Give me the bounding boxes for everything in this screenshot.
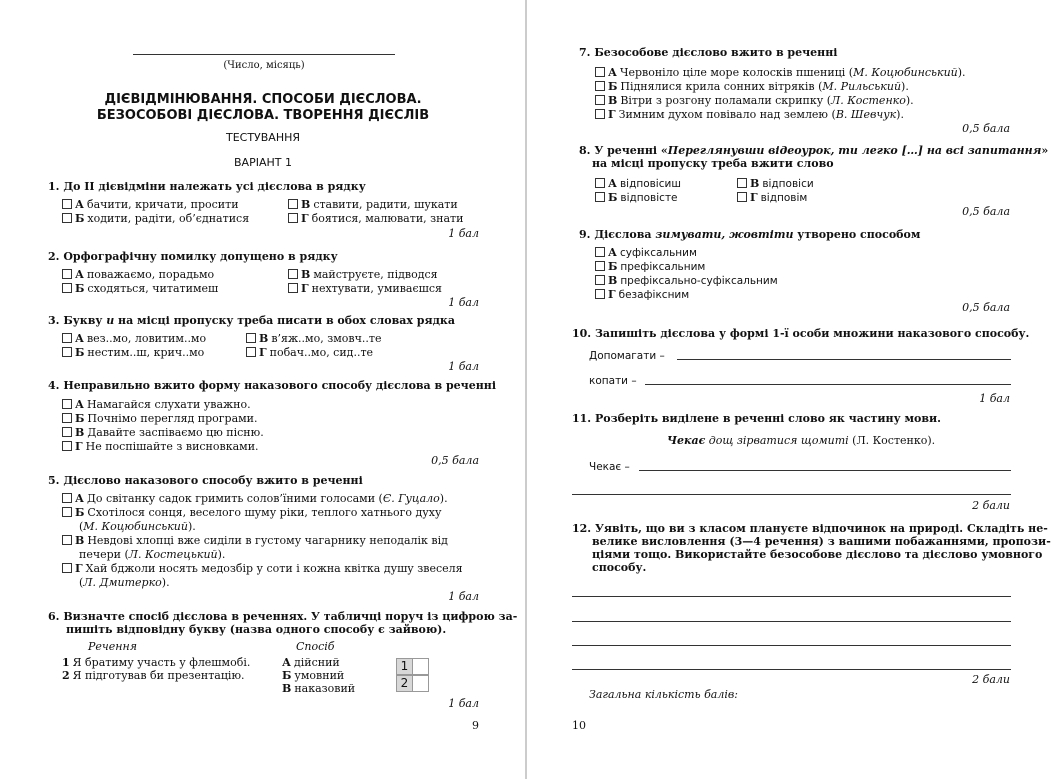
- answer-cell-label-1: 1: [396, 658, 413, 675]
- checkbox[interactable]: [246, 347, 256, 357]
- answer-cell-1[interactable]: [412, 658, 429, 675]
- points-11: 2 бали: [972, 499, 1010, 512]
- mood-b: Б умовний: [282, 669, 345, 682]
- total-score-label: Загальна кількість балів:: [589, 688, 738, 701]
- title-line-1: ДІЄВІДМІНЮВАННЯ. СПОСОБИ ДІЄСЛОВА.: [104, 92, 422, 107]
- checkbox[interactable]: [595, 81, 605, 91]
- checkbox[interactable]: [62, 535, 72, 545]
- question-10: 10. Запишіть дієслова у формі 1-ї особи множини наказового способу.: [572, 327, 1030, 340]
- option-8g[interactable]: Г відповім: [737, 191, 807, 205]
- col-header-sentence: Речення: [88, 640, 138, 653]
- points-12: 2 бали: [972, 673, 1010, 686]
- option-7v[interactable]: В Вітри з розгону поламали скрипку (Л. Костенко).: [595, 94, 914, 107]
- option-5a[interactable]: А До світанку садок гримить солов’їними голосами (Є. Гуцало).: [62, 492, 448, 505]
- checkbox[interactable]: [288, 213, 298, 223]
- option-4a[interactable]: А Намагайся слухати уважно.: [62, 398, 251, 411]
- checkbox[interactable]: [595, 178, 605, 188]
- option-3b[interactable]: Б нестим..ш, крич..мо: [62, 346, 204, 359]
- checkbox[interactable]: [62, 507, 72, 517]
- answer-line-11b[interactable]: [572, 494, 1011, 495]
- points-8: 0,5 бала: [962, 205, 1010, 218]
- option-3g[interactable]: Г побач..мо, сид..те: [246, 346, 373, 359]
- title-line-2: БЕЗОСОБОВІ ДІЄСЛОВА. ТВОРЕННЯ ДІЄСЛІВ: [96, 108, 430, 123]
- answer-cell-2[interactable]: [412, 675, 429, 692]
- question-4: 4. Неправильно вжито форму наказового способу дієслова в реченні: [48, 379, 496, 392]
- option-7b[interactable]: Б Піднялися крила сонних вітряків (М. Рильський).: [595, 80, 909, 93]
- checkbox[interactable]: [246, 333, 256, 343]
- checkbox[interactable]: [62, 399, 72, 409]
- date-caption: (Число, місяць): [223, 60, 305, 71]
- points-5: 1 бал: [448, 590, 479, 603]
- checkbox[interactable]: [62, 333, 72, 343]
- answer-line-10a[interactable]: [677, 359, 1011, 360]
- variant: ВАРІАНТ 1: [234, 156, 292, 169]
- option-2a[interactable]: А поважаємо, порадьмо: [62, 268, 214, 281]
- option-4g[interactable]: Г Не поспішайте з висновками.: [62, 440, 259, 453]
- page-number: 9: [472, 719, 479, 732]
- option-3v[interactable]: В в’яж..мо, змовч..те: [246, 332, 381, 345]
- answer-line-12b[interactable]: [572, 621, 1011, 622]
- checkbox[interactable]: [62, 199, 72, 209]
- option-9b[interactable]: Б префіксальним: [595, 260, 705, 274]
- question-5: 5. Дієслово наказового способу вжито в реченні: [48, 474, 363, 487]
- points-7: 0,5 бала: [962, 122, 1010, 135]
- page-title: [48, 92, 478, 124]
- verb-label-1: Допомагати –: [589, 350, 665, 362]
- left-page: [0, 0, 525, 779]
- checkbox[interactable]: [595, 109, 605, 119]
- option-8v[interactable]: В відповіси: [737, 177, 814, 191]
- option-2v[interactable]: В майструєте, підводся: [288, 268, 438, 281]
- question-11: 11. Розберіть виділене в реченні слово як частину мови.: [572, 412, 941, 425]
- answer-line-12c[interactable]: [572, 645, 1011, 646]
- date-line[interactable]: [133, 54, 395, 55]
- option-1b[interactable]: Б ходити, радіти, об’єднатися: [62, 212, 249, 225]
- answer-line-11a[interactable]: [639, 470, 1011, 471]
- points-9: 0,5 бала: [962, 301, 1010, 314]
- option-5v[interactable]: В Невдові хлопці вже сиділи в густому чагарнику неподалік від: [62, 534, 448, 547]
- option-1g[interactable]: Г боятися, малювати, знати: [288, 212, 463, 225]
- verb-label-2: копати –: [589, 375, 637, 387]
- option-4v[interactable]: В Давайте заспіваємо цю пісню.: [62, 426, 264, 439]
- checkbox[interactable]: [595, 275, 605, 285]
- option-1a[interactable]: А бачити, кричати, просити: [62, 198, 239, 211]
- points-3: 1 бал: [448, 360, 479, 373]
- question-2: 2. Орфографічну помилку допущено в рядку: [48, 250, 338, 263]
- question-9: 9. Дієслова зимувати, жовтіти утворено способом: [579, 228, 921, 241]
- checkbox[interactable]: [62, 347, 72, 357]
- question-3: 3. Букву и на місці пропуску треба писати в обох словах рядка: [48, 314, 455, 327]
- checkbox[interactable]: [595, 247, 605, 257]
- option-9v[interactable]: В префіксально-суфіксальним: [595, 274, 778, 288]
- checkbox[interactable]: [62, 413, 72, 423]
- checkbox[interactable]: [62, 493, 72, 503]
- points-4: 0,5 бала: [431, 454, 479, 467]
- checkbox[interactable]: [62, 283, 72, 293]
- checkbox[interactable]: [595, 67, 605, 77]
- option-5b-cont: (М. Коцюбинський).: [79, 520, 196, 533]
- points-2: 1 бал: [448, 296, 479, 309]
- right-page: [527, 0, 1052, 779]
- checkbox[interactable]: [595, 95, 605, 105]
- question-12: 12. Уявіть, що ви з класом плануєте відпочинок на природі. Складіть не- велике висловлення (3—4 речення) з вашими побажаннями, пропози- ціями тощо. Використайте безособове дієслово та дієслово умовного способу.: [572, 522, 1051, 574]
- question-1: 1. До ІІ дієвідміни належать усі дієслова в рядку: [48, 180, 366, 193]
- option-7g[interactable]: Г Зимним духом повівало над землею (В. Шевчук).: [595, 108, 904, 121]
- checkbox[interactable]: [595, 261, 605, 271]
- question-7: 7. Безособове дієслово вжито в реченні: [579, 46, 838, 59]
- checkbox[interactable]: [288, 199, 298, 209]
- option-4b[interactable]: Б Почнімо перегляд програми.: [62, 412, 258, 425]
- answer-line-12d[interactable]: [572, 669, 1011, 670]
- mood-a: А дійсний: [282, 656, 340, 669]
- answer-line-10b[interactable]: [645, 384, 1011, 385]
- checkbox[interactable]: [62, 563, 72, 573]
- checkbox[interactable]: [737, 192, 747, 202]
- points-6: 1 бал: [448, 697, 479, 710]
- mood-v: В наказовий: [282, 682, 356, 695]
- sentence-1: 1 Я братиму участь у флешмобі.: [62, 656, 251, 669]
- answer-cell-label-2: 2: [396, 675, 413, 692]
- option-9g[interactable]: Г безафіксним: [595, 288, 689, 302]
- example-sentence: Чекає дощ зірватися щомиті (Л. Костенко).: [667, 434, 936, 447]
- points-1: 1 бал: [448, 227, 479, 240]
- subtitle: ТЕСТУВАННЯ: [225, 131, 301, 144]
- question-6: 6. Визначте спосіб дієслова в реченнях. У табличці поруч із цифрою за- пишіть відповідну букву (назва одного способу є зайвою).: [48, 610, 518, 636]
- option-5g[interactable]: Г Хай бджоли носять медозбір у соти і кожна квітка душу звеселя: [62, 562, 463, 575]
- option-1v[interactable]: В ставити, радити, шукати: [288, 198, 458, 211]
- checkbox[interactable]: [595, 192, 605, 202]
- question-8: 8. У реченні «Переглянувши відеоурок, ти легко […] на всі запитання» на місці пропуску треба вжити слово: [579, 144, 1049, 170]
- answer-line-12a[interactable]: [572, 596, 1011, 597]
- option-5b[interactable]: Б Схотілося сонця, веселого шуму ріки, теплого хатнього духу: [62, 506, 441, 519]
- col-header-mood: Спосіб: [296, 640, 335, 653]
- page-number: 10: [572, 719, 586, 732]
- checkbox[interactable]: [62, 427, 72, 437]
- option-5g-cont: (Л. Дмитерко).: [79, 576, 170, 589]
- sentence-2: 2 Я підготував би презентацію.: [62, 669, 245, 682]
- option-8a[interactable]: А відповісиш: [595, 177, 681, 191]
- option-5v-cont: печери (Л. Костецький).: [79, 548, 226, 561]
- checkbox[interactable]: [62, 441, 72, 451]
- checkbox[interactable]: [288, 283, 298, 293]
- option-7a[interactable]: А Червоніло ціле море колосків пшениці (М. Коцюбинський).: [595, 66, 966, 79]
- checkbox[interactable]: [62, 269, 72, 279]
- option-3a[interactable]: А вез..мо, ловитим..мо: [62, 332, 206, 345]
- checkbox[interactable]: [737, 178, 747, 188]
- parse-label: Чекає –: [589, 461, 630, 473]
- option-8b[interactable]: Б відповісте: [595, 191, 678, 205]
- option-9a[interactable]: А суфіксальним: [595, 246, 697, 260]
- points-10: 1 бал: [979, 392, 1010, 405]
- checkbox[interactable]: [595, 289, 605, 299]
- option-2g[interactable]: Г нехтувати, умиваєшся: [288, 282, 442, 295]
- checkbox[interactable]: [288, 269, 298, 279]
- checkbox[interactable]: [62, 213, 72, 223]
- option-2b[interactable]: Б сходяться, читатимеш: [62, 282, 218, 295]
